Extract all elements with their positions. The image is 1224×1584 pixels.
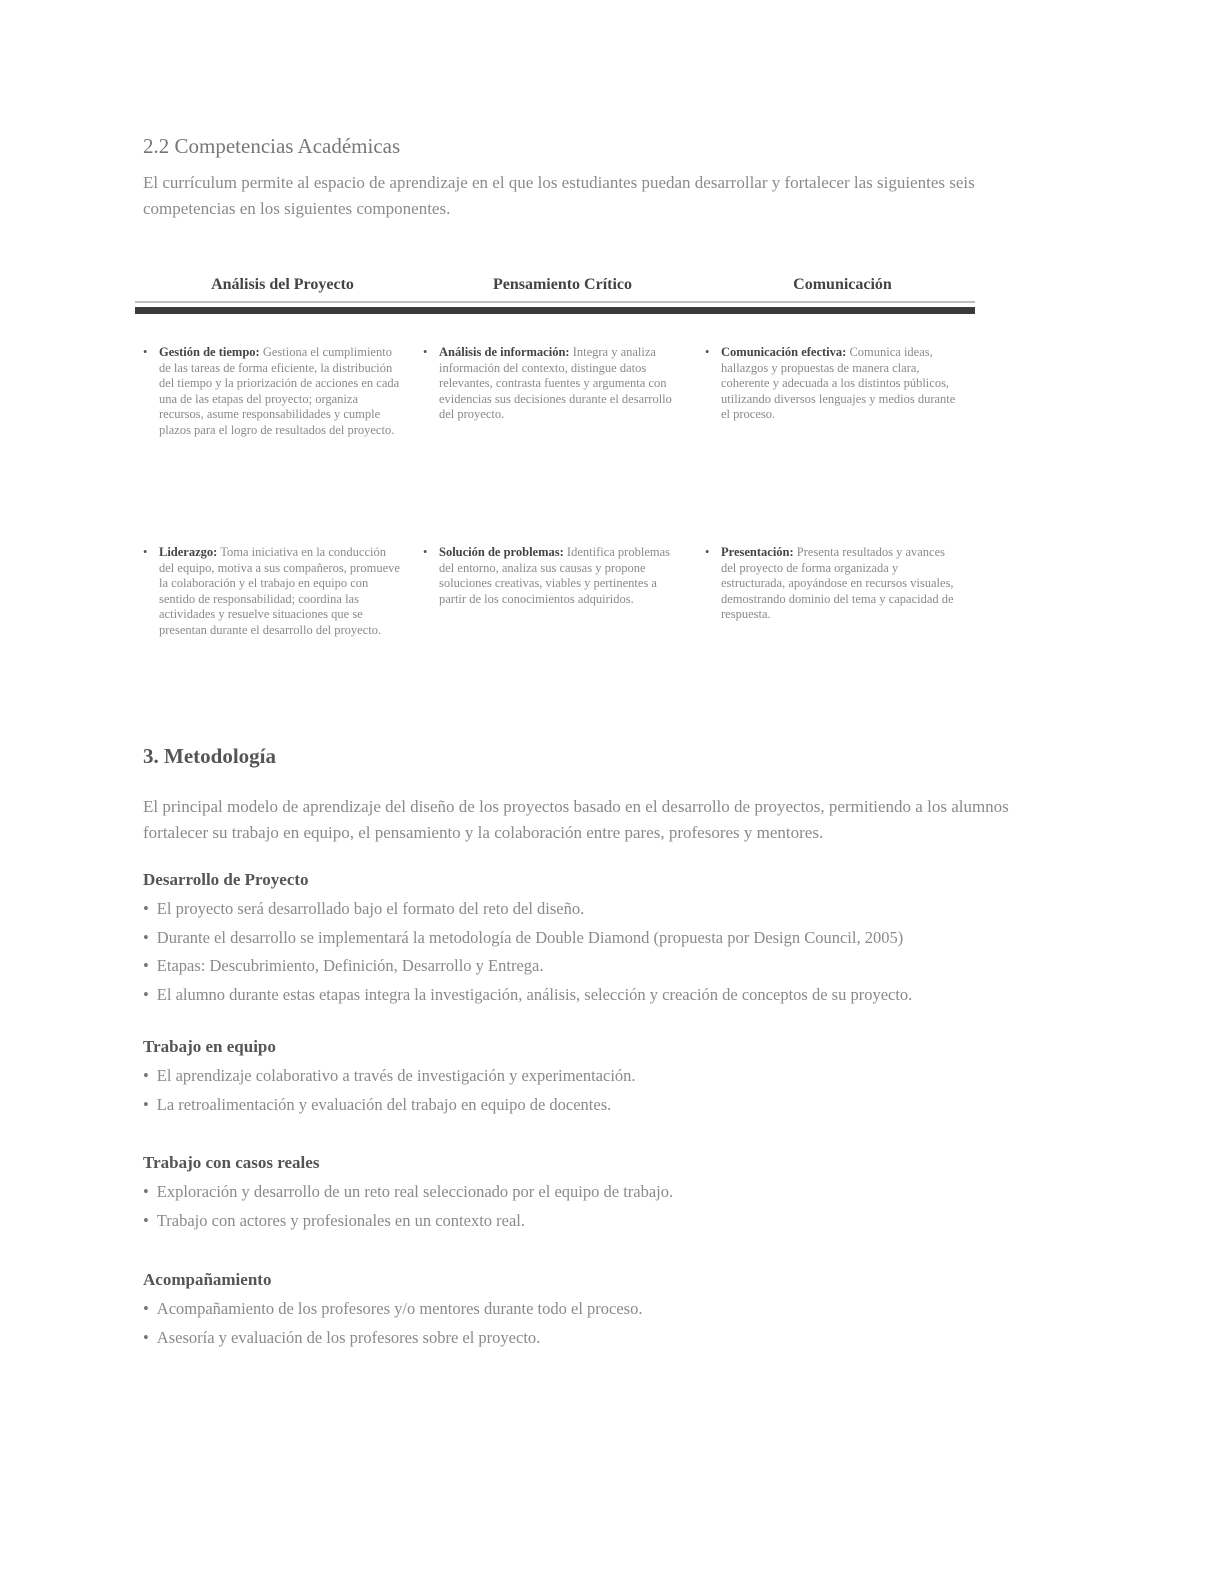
cell-text: Presenta resultados y avances del proyecto de forma organizada y estructurada, apoyándose en recursos visuales, demostrando dominio del tema y capacidad de respuesta.	[721, 545, 954, 621]
cell-title: Presentación:	[721, 545, 794, 559]
table-cell	[423, 545, 683, 607]
methodology-paragraph: El principal modelo de aprendizaje del diseño de los proyectos basado en el desarrollo de proyectos, permitiendo a los alumnos fortalecer su trabajo en equipo, el pensamiento y la colaboración entre pares, profesores y mentores.	[143, 797, 1009, 842]
bullet-icon: •	[143, 345, 148, 359]
list-item: • Durante el desarrollo se implementará la metodología de Double Diamond (propuesta por Design Council, 2005)	[143, 927, 904, 947]
bullet-icon: •	[143, 545, 148, 559]
table-cell	[705, 345, 961, 423]
cell-text: Toma iniciativa en la conducción del equipo, motiva a sus compañeros, promueve la colaboración y el trabajo en equipo con sentido de responsabilidad; coordina las actividades y resuelve situaciones que se presentan durante el desarrollo del proyecto.	[159, 545, 400, 637]
bullet-icon: •	[143, 1327, 149, 1347]
bullet-icon: •	[423, 545, 428, 559]
bullet-icon: •	[143, 927, 149, 947]
bullet-icon: •	[143, 899, 149, 918]
cell-title: Gestión de tiempo:	[159, 345, 260, 359]
bullet-icon: •	[143, 1094, 149, 1114]
group-title-development: Desarrollo de Proyecto	[143, 870, 309, 889]
table-header-analysis: Análisis del Proyecto	[211, 276, 354, 293]
group-list-teamwork	[143, 1062, 1063, 1119]
bullet-icon: •	[143, 1299, 149, 1318]
section-title: 2.2 Competencias Académicas	[143, 134, 401, 158]
section-intro: El currículum permite al espacio de aprendizaje en el que los estudiantes puedan desarrollar y fortalecer las siguientes seis competencias en los siguientes componentes.	[143, 173, 975, 218]
list-item: • El proyecto será desarrollado bajo el formato del reto del diseño.	[143, 899, 585, 918]
cell-text: Comunica ideas, hallazgos y propuestas de manera clara, coherente y adecuada a los distintos públicos, utilizando diversos lenguajes y medios durante el proceso.	[721, 345, 956, 421]
bullet-icon: •	[423, 345, 428, 359]
table-cell	[423, 345, 683, 423]
group-title-real-cases: Trabajo con casos reales	[143, 1153, 320, 1172]
group-list-real-cases	[143, 1178, 1063, 1235]
bullet-icon: •	[143, 1182, 149, 1201]
cell-title: Análisis de información:	[439, 345, 570, 359]
bullet-icon: •	[705, 345, 710, 359]
methodology-title: 3. Metodología	[143, 744, 276, 768]
cell-text: Identifica problemas del entorno, analiza sus causas y propone soluciones creativas, viables y pertinentes a partir de los conocimientos adquiridos.	[439, 545, 671, 606]
bullet-icon: •	[143, 984, 149, 1004]
list-item: • Trabajo con actores y profesionales en un contexto real.	[143, 1210, 526, 1230]
group-list-mentoring	[143, 1295, 1063, 1352]
table-header-communication: Comunicación	[793, 276, 892, 293]
list-item: • Asesoría y evaluación de los profesores sobre el proyecto.	[143, 1327, 541, 1347]
table-header-rule	[135, 307, 975, 314]
list-item: • Exploración y desarrollo de un reto real seleccionado por el equipo de trabajo.	[143, 1182, 674, 1201]
table-top-rule	[135, 301, 975, 303]
table-cell	[143, 345, 403, 438]
bullet-icon: •	[143, 956, 149, 975]
table-cell	[705, 545, 961, 623]
list-item: • Etapas: Descubrimiento, Definición, Desarrollo y Entrega.	[143, 956, 544, 975]
list-item: • El aprendizaje colaborativo a través de investigación y experimentación.	[143, 1066, 636, 1085]
group-title-mentoring: Acompañamiento	[143, 1270, 272, 1289]
list-item: • El alumno durante estas etapas integra la investigación, análisis, selección y creación de conceptos de su proyecto.	[143, 984, 913, 1004]
list-item: • La retroalimentación y evaluación del trabajo en equipo de docentes.	[143, 1094, 612, 1114]
cell-title: Solución de problemas:	[439, 545, 564, 559]
bullet-icon: •	[143, 1066, 149, 1085]
group-title-teamwork: Trabajo en equipo	[143, 1037, 276, 1056]
cell-title: Comunicación efectiva:	[721, 345, 847, 359]
table-header-critical: Pensamiento Crítico	[492, 276, 633, 293]
list-item: • Acompañamiento de los profesores y/o mentores durante todo el proceso.	[143, 1299, 643, 1318]
cell-text: Gestiona el cumplimiento de las tareas de forma eficiente, la distribución del tiempo y la priorización de acciones en cada una de las etapas del proyecto; organiza recursos, asume responsabilidades y cumple plazos para el logro de resultados del proyecto.	[159, 345, 400, 437]
group-list-development	[143, 895, 1063, 1009]
bullet-icon: •	[143, 1210, 149, 1230]
bullet-icon: •	[705, 545, 710, 559]
cell-text: Integra y analiza información del contexto, distingue datos relevantes, contrasta fuentes y argumenta con evidencias sus decisiones durante el desarrollo del proyecto.	[439, 345, 672, 421]
cell-title: Liderazgo:	[159, 545, 218, 559]
table-cell	[143, 545, 403, 638]
